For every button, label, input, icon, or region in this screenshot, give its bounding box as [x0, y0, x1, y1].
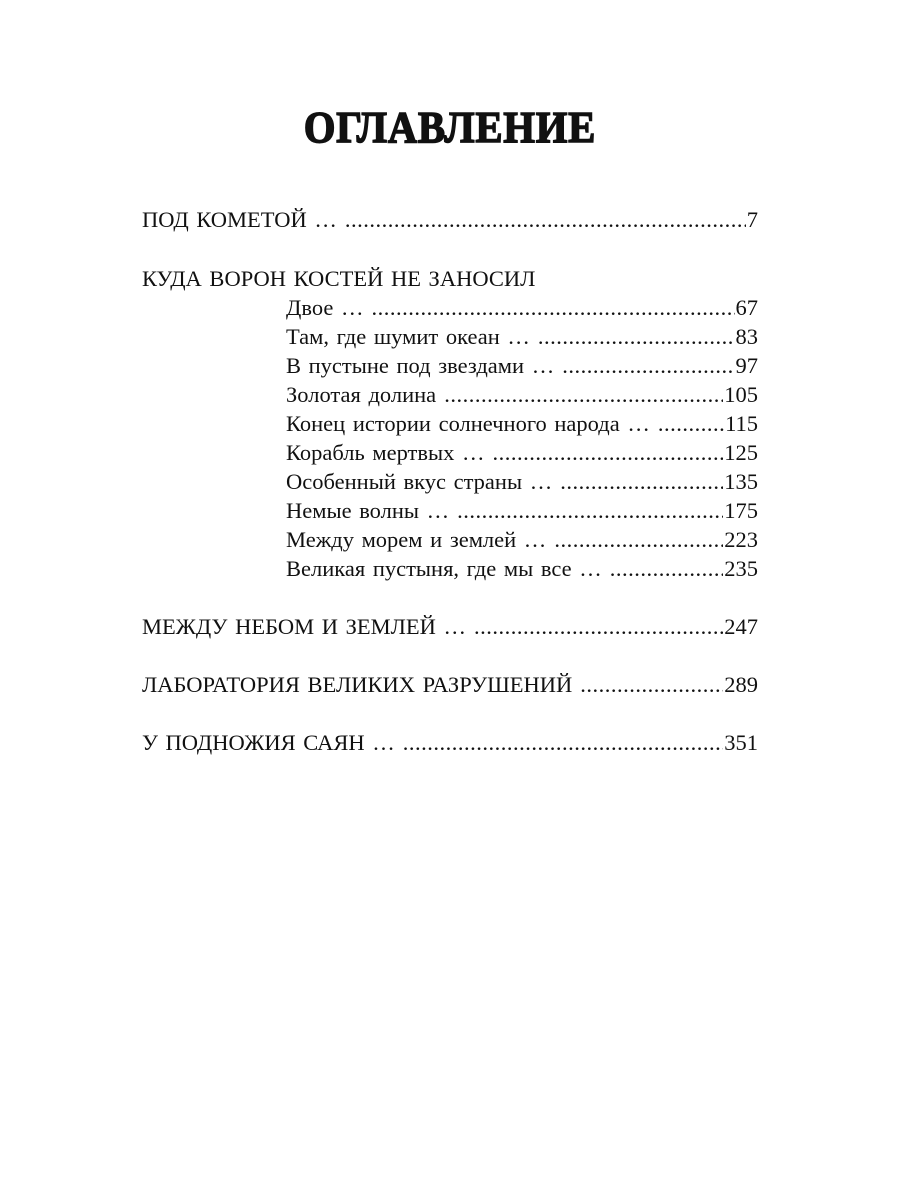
toc-entry-label: МЕЖДУ НЕБОМ И ЗЕМЛЕЙ … — [142, 614, 466, 639]
toc-entry-label: Конец истории солнечного народа … — [286, 411, 650, 436]
toc-sub-entry[interactable] — [286, 381, 758, 409]
toc-sub-entry[interactable] — [286, 410, 758, 438]
dot-leader — [560, 468, 723, 496]
toc-sub-entry[interactable] — [286, 555, 758, 583]
dot-leader — [580, 671, 723, 699]
toc-sub-entry[interactable] — [286, 468, 758, 496]
dot-leader — [403, 729, 723, 757]
toc-entry-page: 125 — [724, 440, 758, 465]
toc-entry-page: 289 — [724, 672, 758, 697]
toc-entry-label: Золотая долина — [286, 382, 437, 407]
toc-entry-page: 135 — [724, 469, 758, 494]
toc-entry-page: 115 — [725, 411, 758, 436]
toc-entry-page: 351 — [724, 730, 758, 755]
toc-entry-label: Особенный вкус страны … — [286, 469, 553, 494]
toc-entry-label: В пустыне под звездами … — [286, 353, 555, 378]
toc-entry-label: Великая пустыня, где мы все … — [286, 556, 602, 581]
toc-sub-entry[interactable] — [286, 323, 758, 351]
toc-sub-entry[interactable] — [286, 439, 758, 467]
toc-entry-label: ЛАБОРАТОРИЯ ВЕЛИКИХ РАЗРУШЕНИЙ — [142, 672, 573, 697]
dot-leader — [371, 294, 734, 322]
dot-leader — [345, 206, 746, 234]
toc-entry-page: 97 — [735, 353, 758, 378]
toc-entry-pod-kometoy[interactable] — [142, 206, 758, 234]
toc-sub-entry[interactable] — [286, 526, 758, 554]
dot-leader — [610, 555, 724, 583]
dot-leader — [444, 381, 723, 409]
toc-entry-label: У ПОДНОЖИЯ САЯН … — [142, 730, 395, 755]
toc-entry-page: 235 — [724, 556, 758, 581]
dot-leader — [538, 323, 735, 351]
toc-sub-entry[interactable] — [286, 352, 758, 380]
dot-leader — [474, 613, 723, 641]
toc-entry-label: Двое … — [286, 295, 364, 320]
dot-leader — [562, 352, 734, 380]
toc-entry-label: ПОД КОМЕТОЙ … — [142, 207, 337, 232]
toc-entry-page: 105 — [724, 382, 758, 407]
dot-leader — [457, 497, 723, 525]
toc-sub-entry[interactable] — [286, 294, 758, 322]
toc-entry-mezhdu-nebom[interactable] — [142, 613, 758, 641]
toc-section-heading[interactable]: КУДА ВОРОН КОСТЕЙ НЕ ЗАНОСИЛ — [142, 266, 536, 291]
toc-entry-label: Немые волны … — [286, 498, 450, 523]
dot-leader — [658, 410, 724, 438]
toc-entry-laboratoriya[interactable] — [142, 671, 758, 699]
toc-entry-page: 7 — [746, 207, 758, 232]
toc-entry-label: Там, где шумит океан … — [286, 324, 530, 349]
toc-sub-entry[interactable] — [286, 497, 758, 525]
toc-entry-page: 83 — [735, 324, 758, 349]
toc-entry-page: 223 — [724, 527, 758, 552]
toc-entry-label: Между морем и землей … — [286, 527, 547, 552]
toc-entry-page: 175 — [724, 498, 758, 523]
dot-leader — [493, 439, 724, 467]
dot-leader — [554, 526, 723, 554]
toc-entry-u-podnozhiya[interactable] — [142, 729, 758, 757]
page-title: ОГЛАВЛЕНИЕ — [303, 103, 597, 152]
toc-entry-page: 247 — [724, 614, 758, 639]
toc-entry-label: Корабль мертвых … — [286, 440, 485, 465]
toc-entry-page: 67 — [735, 295, 758, 320]
